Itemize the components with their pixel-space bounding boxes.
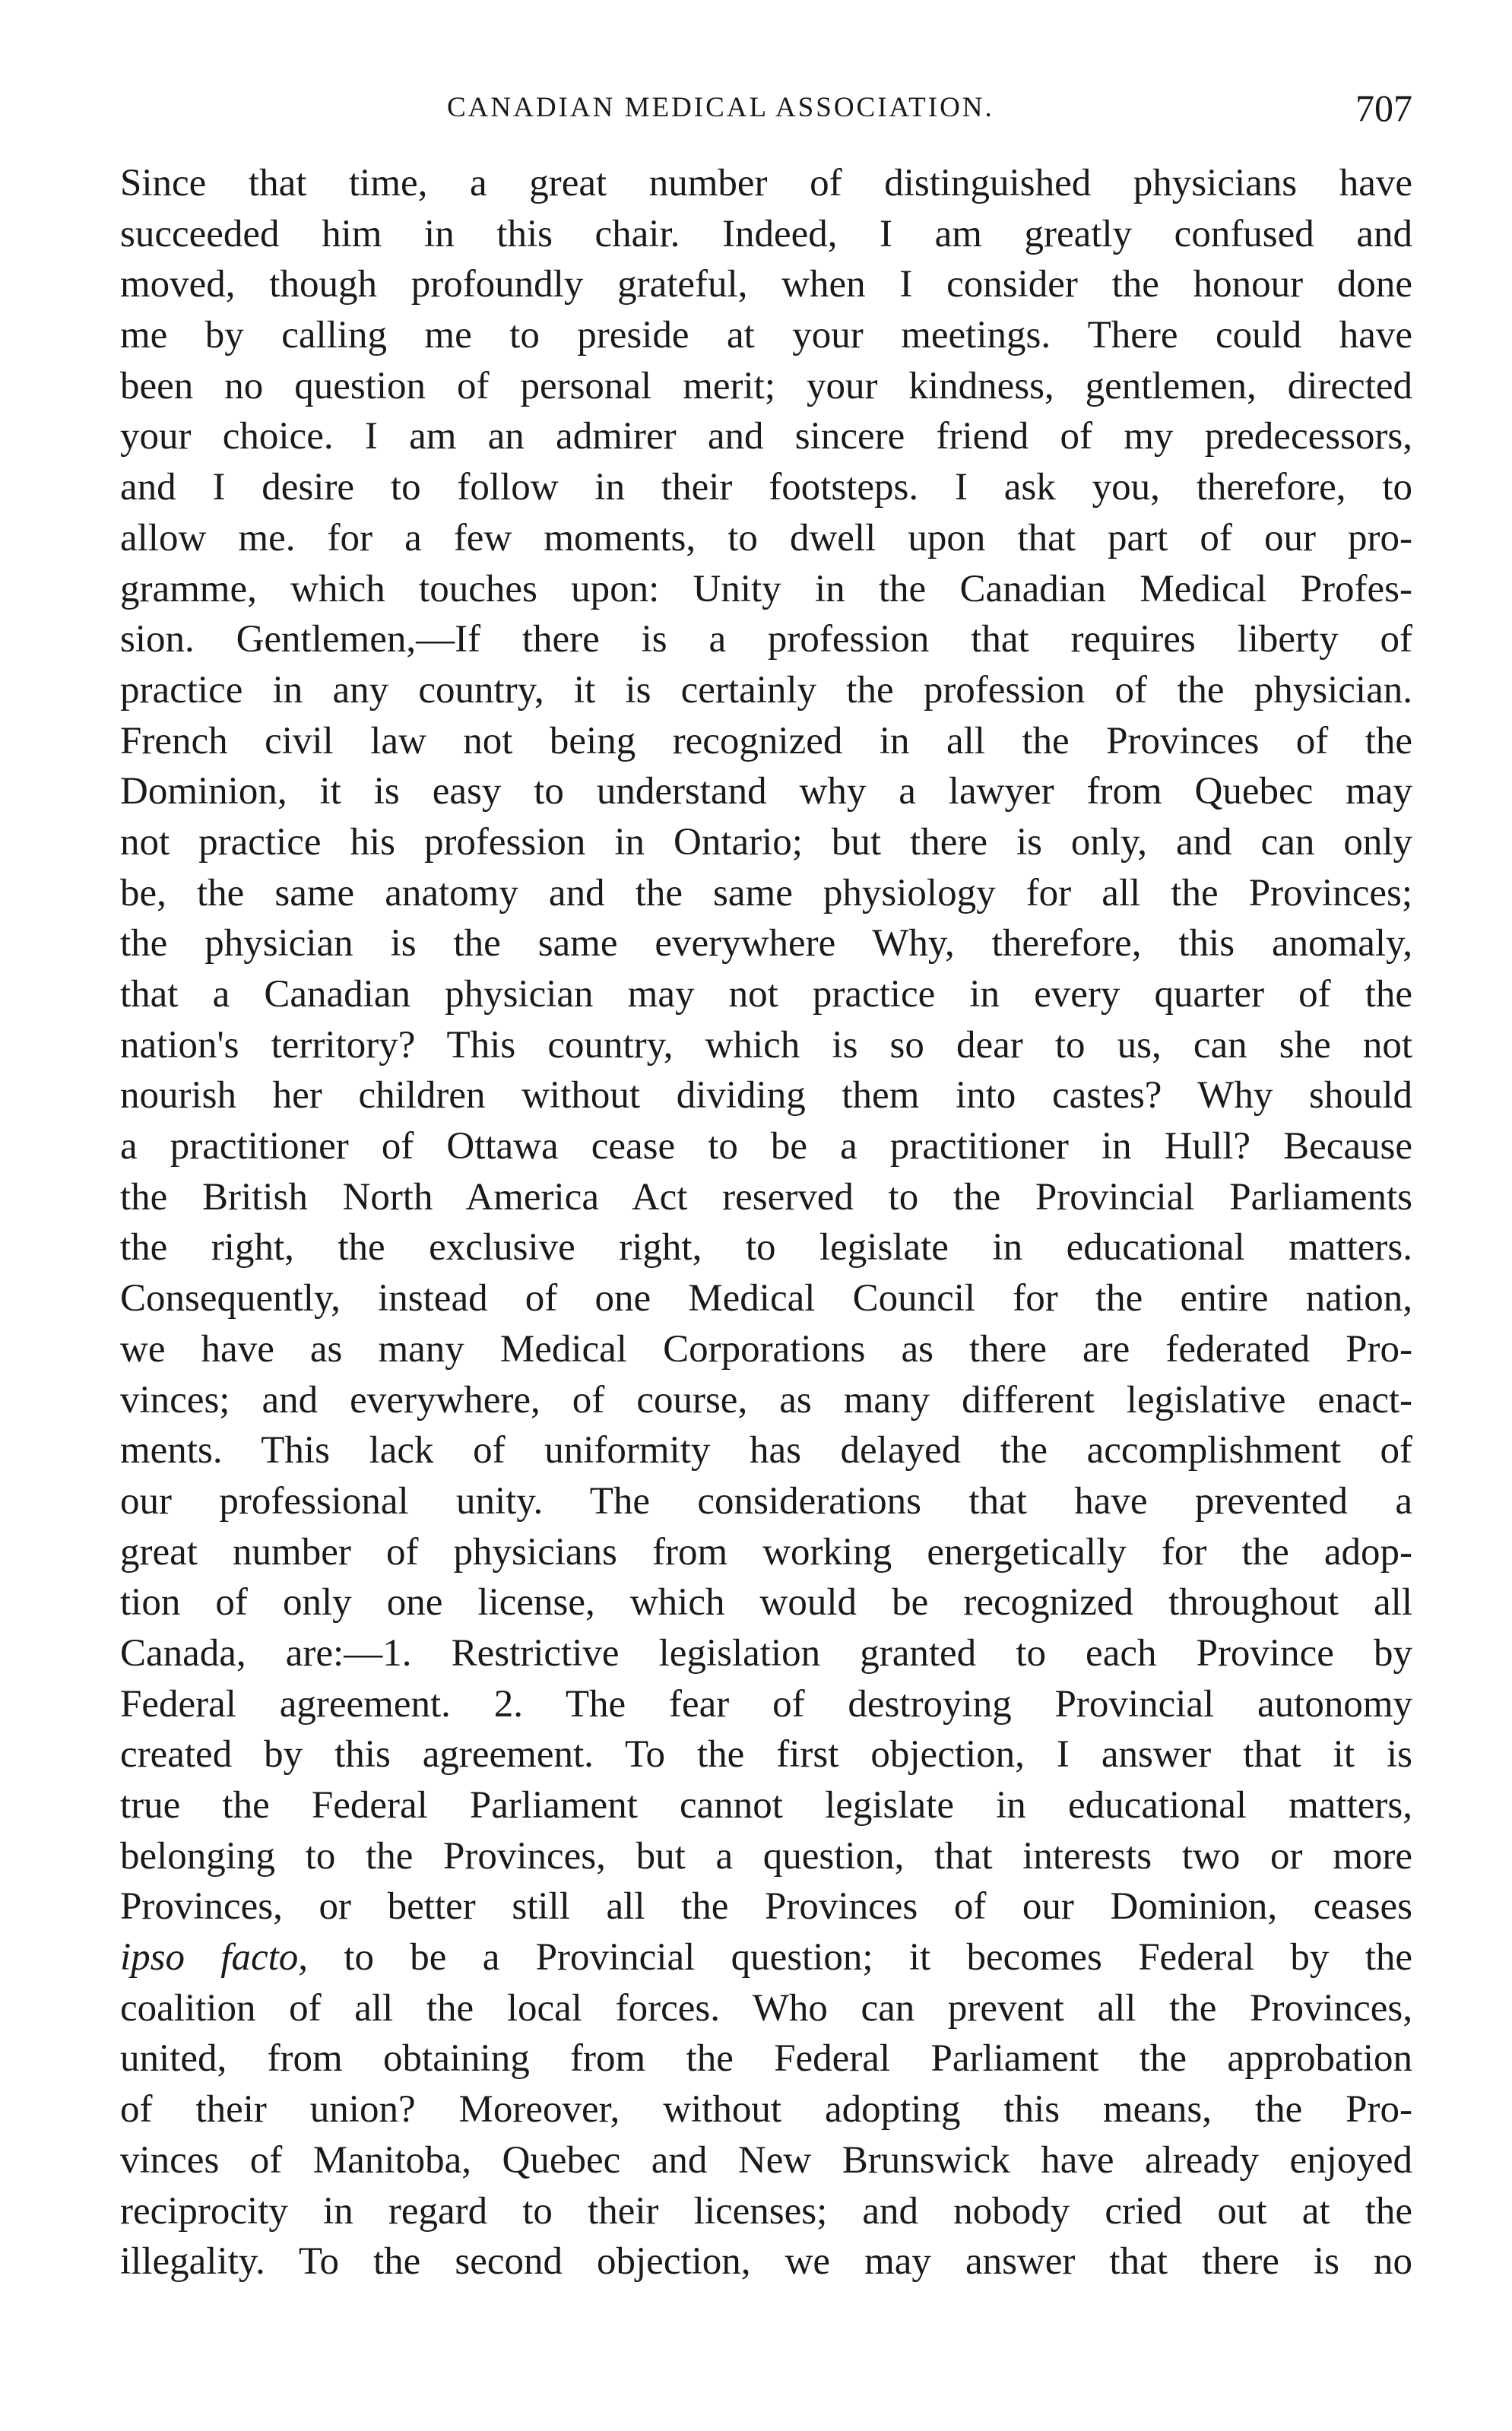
text-line: true the Federal Parliament cannot legislate in educational matters,: [120, 1784, 1412, 1827]
text-line: gramme, which touches upon: Unity in the Canadian Medical Profes-: [120, 567, 1412, 610]
text-line: been no question of personal merit; your kindness, gentlemen, directed: [120, 364, 1412, 407]
text-line: be, the same anatomy and the same physiology for all the Provinces;: [120, 871, 1412, 914]
text-line: Dominion, it is easy to understand why a lawyer from Quebec may: [120, 770, 1412, 813]
text-line: great number of physicians from working energetically for the adop-: [120, 1530, 1412, 1574]
text-line: vinces of Manitoba, Quebec and New Brunswick have already enjoyed: [120, 2138, 1412, 2182]
text-line: belonging to the Provinces, but a question, that interests two or more: [120, 1834, 1412, 1878]
text-line: ments. This lack of uniformity has delayed the accomplishment of: [120, 1429, 1412, 1472]
text-line: of their union? Moreover, without adopting this means, the Pro-: [120, 2088, 1412, 2131]
text-line: the right, the exclusive right, to legislate in educational matters.: [120, 1226, 1412, 1269]
text-line: the British North America Act reserved to the Provincial Parliaments: [120, 1175, 1412, 1219]
body-text: [120, 158, 1412, 2287]
text-line: Canada, are:—1. Restrictive legislation granted to each Province by: [120, 1631, 1412, 1675]
text-line: Provinces, or better still all the Provinces of our Dominion, ceases: [120, 1885, 1412, 1929]
text-line: allow me. for a few moments, to dwell upon that part of our pro-: [120, 516, 1412, 559]
text-line: tion of only one license, which would be recognized throughout all: [120, 1581, 1412, 1624]
running-head: CANADIAN MEDICAL ASSOCIATION.: [447, 92, 994, 123]
text-line: illegality. To the second objection, we may answer that there is no: [120, 2240, 1412, 2284]
page-number: 707: [1355, 87, 1412, 129]
text-line: united, from obtaining from the Federal Parliament the approbation: [120, 2037, 1412, 2081]
text-line: our professional unity. The considerations that have prevented a: [120, 1479, 1412, 1523]
text-line: vinces; and everywhere, of course, as many different legislative enact-: [120, 1378, 1412, 1422]
text-line: Consequently, instead of one Medical Council for the entire nation,: [120, 1277, 1412, 1320]
text-line: a practitioner of Ottawa cease to be a practitioner in Hull? Because: [120, 1125, 1412, 1168]
text-line: coalition of all the local forces. Who can prevent all the Provinces,: [120, 1986, 1412, 2030]
text-line: we have as many Medical Corporations as there are federated Pro-: [120, 1327, 1412, 1371]
text-line: sion. Gentlemen,—If there is a profession that requires liberty of: [120, 618, 1412, 661]
text-line: nation's territory? This country, which is so dear to us, can she not: [120, 1023, 1412, 1067]
text-line: nourish her children without dividing them into castes? Why should: [120, 1074, 1412, 1117]
text-line: moved, though profoundly grateful, when I consider the honour done: [120, 263, 1412, 306]
text-line: me by calling me to preside at your meetings. There could have: [120, 314, 1412, 357]
text-line: that a Canadian physician may not practice in every quarter of the: [120, 973, 1412, 1016]
text-line: succeeded him in this chair. Indeed, I am greatly confused and: [120, 212, 1412, 255]
page-header: [120, 85, 1412, 131]
text-line: Since that time, a great number of distinguished physicians have: [120, 162, 1412, 204]
text-line: reciprocity in regard to their licenses; and nobody cried out at the: [120, 2189, 1412, 2233]
text-line: and I desire to follow in their footsteps. I ask you, therefore, to: [120, 466, 1412, 509]
text-line: the physician is the same everywhere Why, therefore, this anomaly,: [120, 922, 1412, 965]
text-line: French civil law not being recognized in all the Provinces of the: [120, 719, 1412, 762]
text-line: your choice. I am an admirer and sincere friend of my predecessors,: [120, 415, 1412, 458]
text-line: created by this agreement. To the first objection, I answer that it is: [120, 1733, 1412, 1776]
italic-phrase: ipso facto,: [120, 1936, 309, 1979]
text-line: Federal agreement. 2. The fear of destroying Provincial autonomy: [120, 1682, 1412, 1726]
text-line-italic-lead: ipso facto, to be a Provincial question; it becomes Federal by the: [120, 1936, 1412, 1979]
text-line: not practice his profession in Ontario; but there is only, and can only: [120, 820, 1412, 864]
text-line: practice in any country, it is certainly the profession of the physician.: [120, 668, 1412, 712]
